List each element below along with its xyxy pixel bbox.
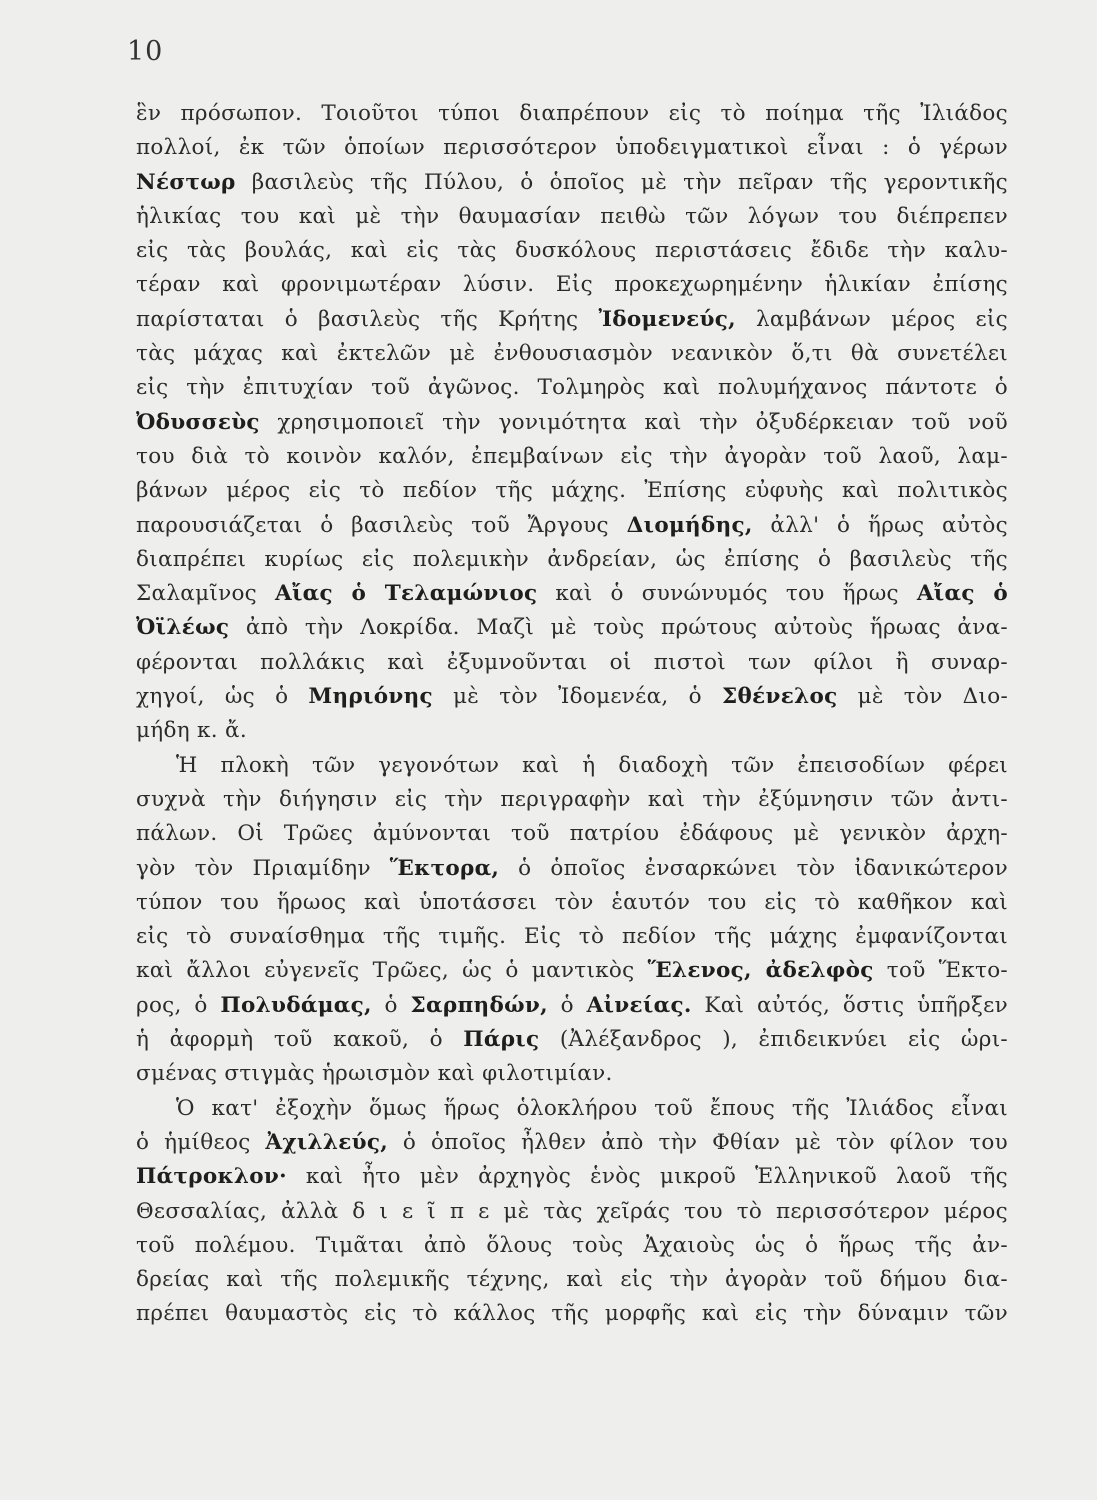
text-segment: μὲ τὸν Ἰδομενέα, ὁ — [432, 684, 722, 710]
bold-name: Ὀϊλέως — [136, 615, 230, 641]
text-line — [136, 1229, 1008, 1263]
text-segment: δρείας καὶ τῆς πολεμικῆς τέχνης, καὶ εἰς τὴν ἀγορὰν τοῦ δήμου δια- — [136, 1267, 1008, 1293]
text-segment: εἰς τὸ συναίσθημα τῆς τιμῆς. Εἰς τὸ πεδίον τῆς μάχης ἐμφανίζονται — [136, 924, 1008, 950]
text-line — [136, 131, 1008, 165]
text-segment: τοῦ πολέμου. Τιμᾶται ἀπὸ ὅλους τοὺς Ἀχαιοὺς ὡς ὁ ἥρως τῆς ἀν- — [136, 1232, 1008, 1258]
text-segment: Καὶ αὐτός, ὅστις ὑπῆρξεν — [691, 992, 1008, 1018]
text-line — [136, 1126, 1008, 1160]
bold-name: Πάτροκλον· — [136, 1164, 287, 1190]
text-segment: εἰς τὰς βουλάς, καὶ εἰς τὰς δυσκόλους περιστάσεις ἔδιδε τὴν καλυ- — [136, 238, 1008, 264]
text-line — [136, 852, 1008, 886]
bold-name: Αἴας ὁ Τελαμώνιος — [274, 581, 538, 607]
text-line — [136, 97, 1008, 131]
bold-name: Ἕλενος, ἀδελφὸς — [647, 958, 874, 984]
text-segment: παρίσταται ὁ βασιλεὺς τῆς Κρήτης — [136, 306, 599, 332]
page-number: 10 — [127, 36, 164, 67]
text-segment: φέρονται πολλάκις καὶ ἐξυμνοῦνται οἱ πιστοὶ των φίλοι ἢ συναρ- — [136, 649, 1008, 675]
text-segment: τέραν καὶ φρονιμωτέραν λύσιν. Εἰς προκεχωρημένην ἡλικίαν ἐπίσης — [136, 272, 1008, 298]
text-line — [136, 577, 1008, 611]
text-line — [136, 611, 1008, 645]
text-segment: ἀπὸ τὴν Λοκρίδα. Μαζὶ μὲ τοὺς πρώτους αὐτοὺς ἥρωας ἀνα- — [229, 615, 1008, 641]
bold-name: Διομήδης, — [626, 512, 753, 538]
text-line — [136, 1195, 1008, 1229]
bold-name: Αἴας ὁ — [916, 581, 1008, 607]
text-segment: παρουσιάζεται ὁ βασιλεὺς τοῦ Ἄργους — [136, 512, 627, 538]
text-segment: Ἡ πλοκὴ τῶν γεγονότων καὶ ἡ διαδοχὴ τῶν ἐπεισοδίων φέρει — [176, 752, 1008, 778]
text-segment: ρος, ὁ — [136, 992, 221, 1018]
text-segment: Ὁ κατ' ἐξοχὴν ὅμως ἥρως ὁλοκλήρου τοῦ ἔπους τῆς Ἰλιάδος εἶναι — [176, 1095, 1008, 1121]
text-line — [136, 166, 1008, 200]
bold-name: Ἀχιλλεύς, — [265, 1129, 389, 1155]
text-segment: βάνων μέρος εἰς τὸ πεδίον τῆς μάχης. Ἐπίσης εὐφυὴς καὶ πολιτικὸς — [136, 478, 1008, 504]
text-segment: πολλοί, ἐκ τῶν ὁποίων περισσότερον ὑποδειγματικοὶ εἶναι : ὁ γέρων — [136, 135, 1008, 161]
text-segment: μὲ τὸν Διο- — [837, 684, 1009, 710]
text-segment: πρέπει θαυμαστὸς εἰς τὸ κάλλος τῆς μορφῆς καὶ εἰς τὴν δύναμιν τῶν — [136, 1301, 1008, 1327]
text-segment: βασιλεὺς τῆς Πύλου, ὁ ὁποῖος μὲ τὴν πεῖραν τῆς γεροντικῆς — [235, 169, 1008, 195]
text-line — [136, 509, 1008, 543]
bold-name: Αἰνείας. — [586, 992, 692, 1018]
text-line — [136, 954, 1008, 988]
bold-name: Πολυδάμας, — [220, 992, 372, 1018]
text-segment: Σαλαμῖνος — [136, 581, 275, 607]
text-line — [136, 234, 1008, 268]
text-line — [136, 543, 1008, 577]
text-line — [136, 371, 1008, 405]
text-segment: Θεσσαλίας, ἀλλὰ δ ι ε ῖ π ε μὲ τὰς χεῖράς του τὸ περισσότερον μέρος — [136, 1198, 1008, 1224]
text-line — [136, 1092, 1008, 1126]
text-line — [136, 680, 1008, 714]
text-segment: διαπρέπει κυρίως εἰς πολεμικὴν ἀνδρείαν, ὡς ἐπίσης ὁ βασιλεὺς τῆς — [136, 546, 1008, 572]
text-line — [136, 303, 1008, 337]
text-segment: καὶ ἄλλοι εὐγενεῖς Τρῶες, ὡς ὁ μαντικὸς — [136, 958, 648, 984]
text-segment: ἀλλ' ὁ ἥρως αὐτὸς — [752, 512, 1009, 538]
bold-name: Ἕκτορα, — [389, 855, 500, 881]
text-segment: συχνὰ τὴν διήγησιν εἰς τὴν περιγραφὴν καὶ τὴν ἐξύμνησιν τῶν ἀντι- — [136, 786, 1008, 812]
text-line — [136, 646, 1008, 680]
text-segment: τοῦ Ἕκτο- — [873, 958, 1009, 984]
text-line — [136, 1160, 1008, 1194]
text-segment: ὁ ὁποῖος ἦλθεν ἀπὸ τὴν Φθίαν μὲ τὸν φίλον του — [388, 1129, 1008, 1155]
text-segment: ἡ ἀφορμὴ τοῦ κακοῦ, ὁ — [136, 1027, 464, 1053]
text-segment: πάλων. Οἱ Τρῶες ἀμύνονται τοῦ πατρίου ἐδάφους μὲ γενικὸν ἀρχη- — [136, 821, 1008, 847]
bold-name: Σαρπηδών, — [410, 992, 548, 1018]
text-segment: εἰς τὴν ἐπιτυχίαν τοῦ ἀγῶνος. Τολμηρὸς καὶ πολυμήχανος πάντοτε ὁ — [136, 375, 1008, 401]
text-segment: ὁ — [371, 992, 411, 1018]
text-line — [136, 406, 1008, 440]
text-segment: τύπον του ἥρωος καὶ ὑποτάσσει τὸν ἑαυτόν του εἰς τὸ καθῆκον καὶ — [136, 889, 1008, 915]
text-line — [136, 1297, 1008, 1331]
text-segment: ὁ ὁποῖος ἐνσαρκώνει τὸν ἰδανικώτερον — [499, 855, 1009, 881]
text-segment: χρησιμοποιεῖ τὴν γονιμότητα καὶ τὴν ὀξυδέρκειαν τοῦ νοῦ — [259, 409, 1008, 435]
bold-name: Πάρις — [463, 1027, 540, 1053]
text-line — [136, 886, 1008, 920]
text-segment: (Ἀλέξανδρος ), ἐπιδεικνύει εἰς ὡρι- — [539, 1027, 1008, 1053]
text-line — [136, 474, 1008, 508]
text-segment: καὶ ὁ συνώνυμός του ἥρως — [537, 581, 917, 607]
text-line — [136, 1057, 1008, 1091]
bold-name: Ἰδομενεύς, — [598, 306, 736, 332]
text-segment: μήδη κ. ἄ. — [136, 718, 247, 744]
text-line — [136, 268, 1008, 302]
text-line — [136, 920, 1008, 954]
bold-name: Ὀδυσσεὺς — [136, 409, 260, 435]
text-line — [136, 783, 1008, 817]
text-line — [136, 714, 1008, 748]
text-line — [136, 337, 1008, 371]
text-segment: ὁ ἡμίθεος — [136, 1129, 266, 1155]
text-line — [136, 817, 1008, 851]
text-segment: λαμβάνων μέρος εἰς — [735, 306, 1008, 332]
text-segment: ἡλικίας του καὶ μὲ τὴν θαυμασίαν πειθὼ τῶν λόγων του διέπρεπεν — [136, 203, 1008, 229]
body-text — [136, 97, 1008, 1332]
text-segment: του διὰ τὸ κοινὸν καλόν, ἐπεμβαίνων εἰς τὴν ἀγορὰν τοῦ λαοῦ, λαμ- — [136, 443, 1008, 469]
text-line — [136, 989, 1008, 1023]
text-line — [136, 1263, 1008, 1297]
text-segment: τὰς μάχας καὶ ἐκτελῶν μὲ ἐνθουσιασμὸν νεανικὸν ὅ,τι θὰ συνετέλει — [136, 341, 1008, 367]
text-segment: σμένας στιγμὰς ἡρωισμὸν καὶ φιλοτιμίαν. — [136, 1061, 613, 1087]
text-line — [136, 749, 1008, 783]
text-segment: ὁ — [547, 992, 587, 1018]
text-line — [136, 200, 1008, 234]
bold-name: Σθένελος — [721, 684, 838, 710]
text-line — [136, 1023, 1008, 1057]
text-line — [136, 440, 1008, 474]
text-segment: χηγοί, ὡς ὁ — [136, 684, 309, 710]
bold-name: Νέστωρ — [136, 169, 236, 195]
text-segment: ἓν πρόσωπον. Τοιοῦτοι τύποι διαπρέπουν εἰς τὸ ποίημα τῆς Ἰλιάδος — [136, 101, 1008, 126]
bold-name: Μηριόνης — [308, 684, 433, 710]
text-segment: γὸν τὸν Πριαμίδην — [136, 855, 390, 881]
text-segment: καὶ ἦτο μὲν ἀρχηγὸς ἑνὸς μικροῦ Ἑλληνικοῦ λαοῦ τῆς — [286, 1164, 1008, 1190]
